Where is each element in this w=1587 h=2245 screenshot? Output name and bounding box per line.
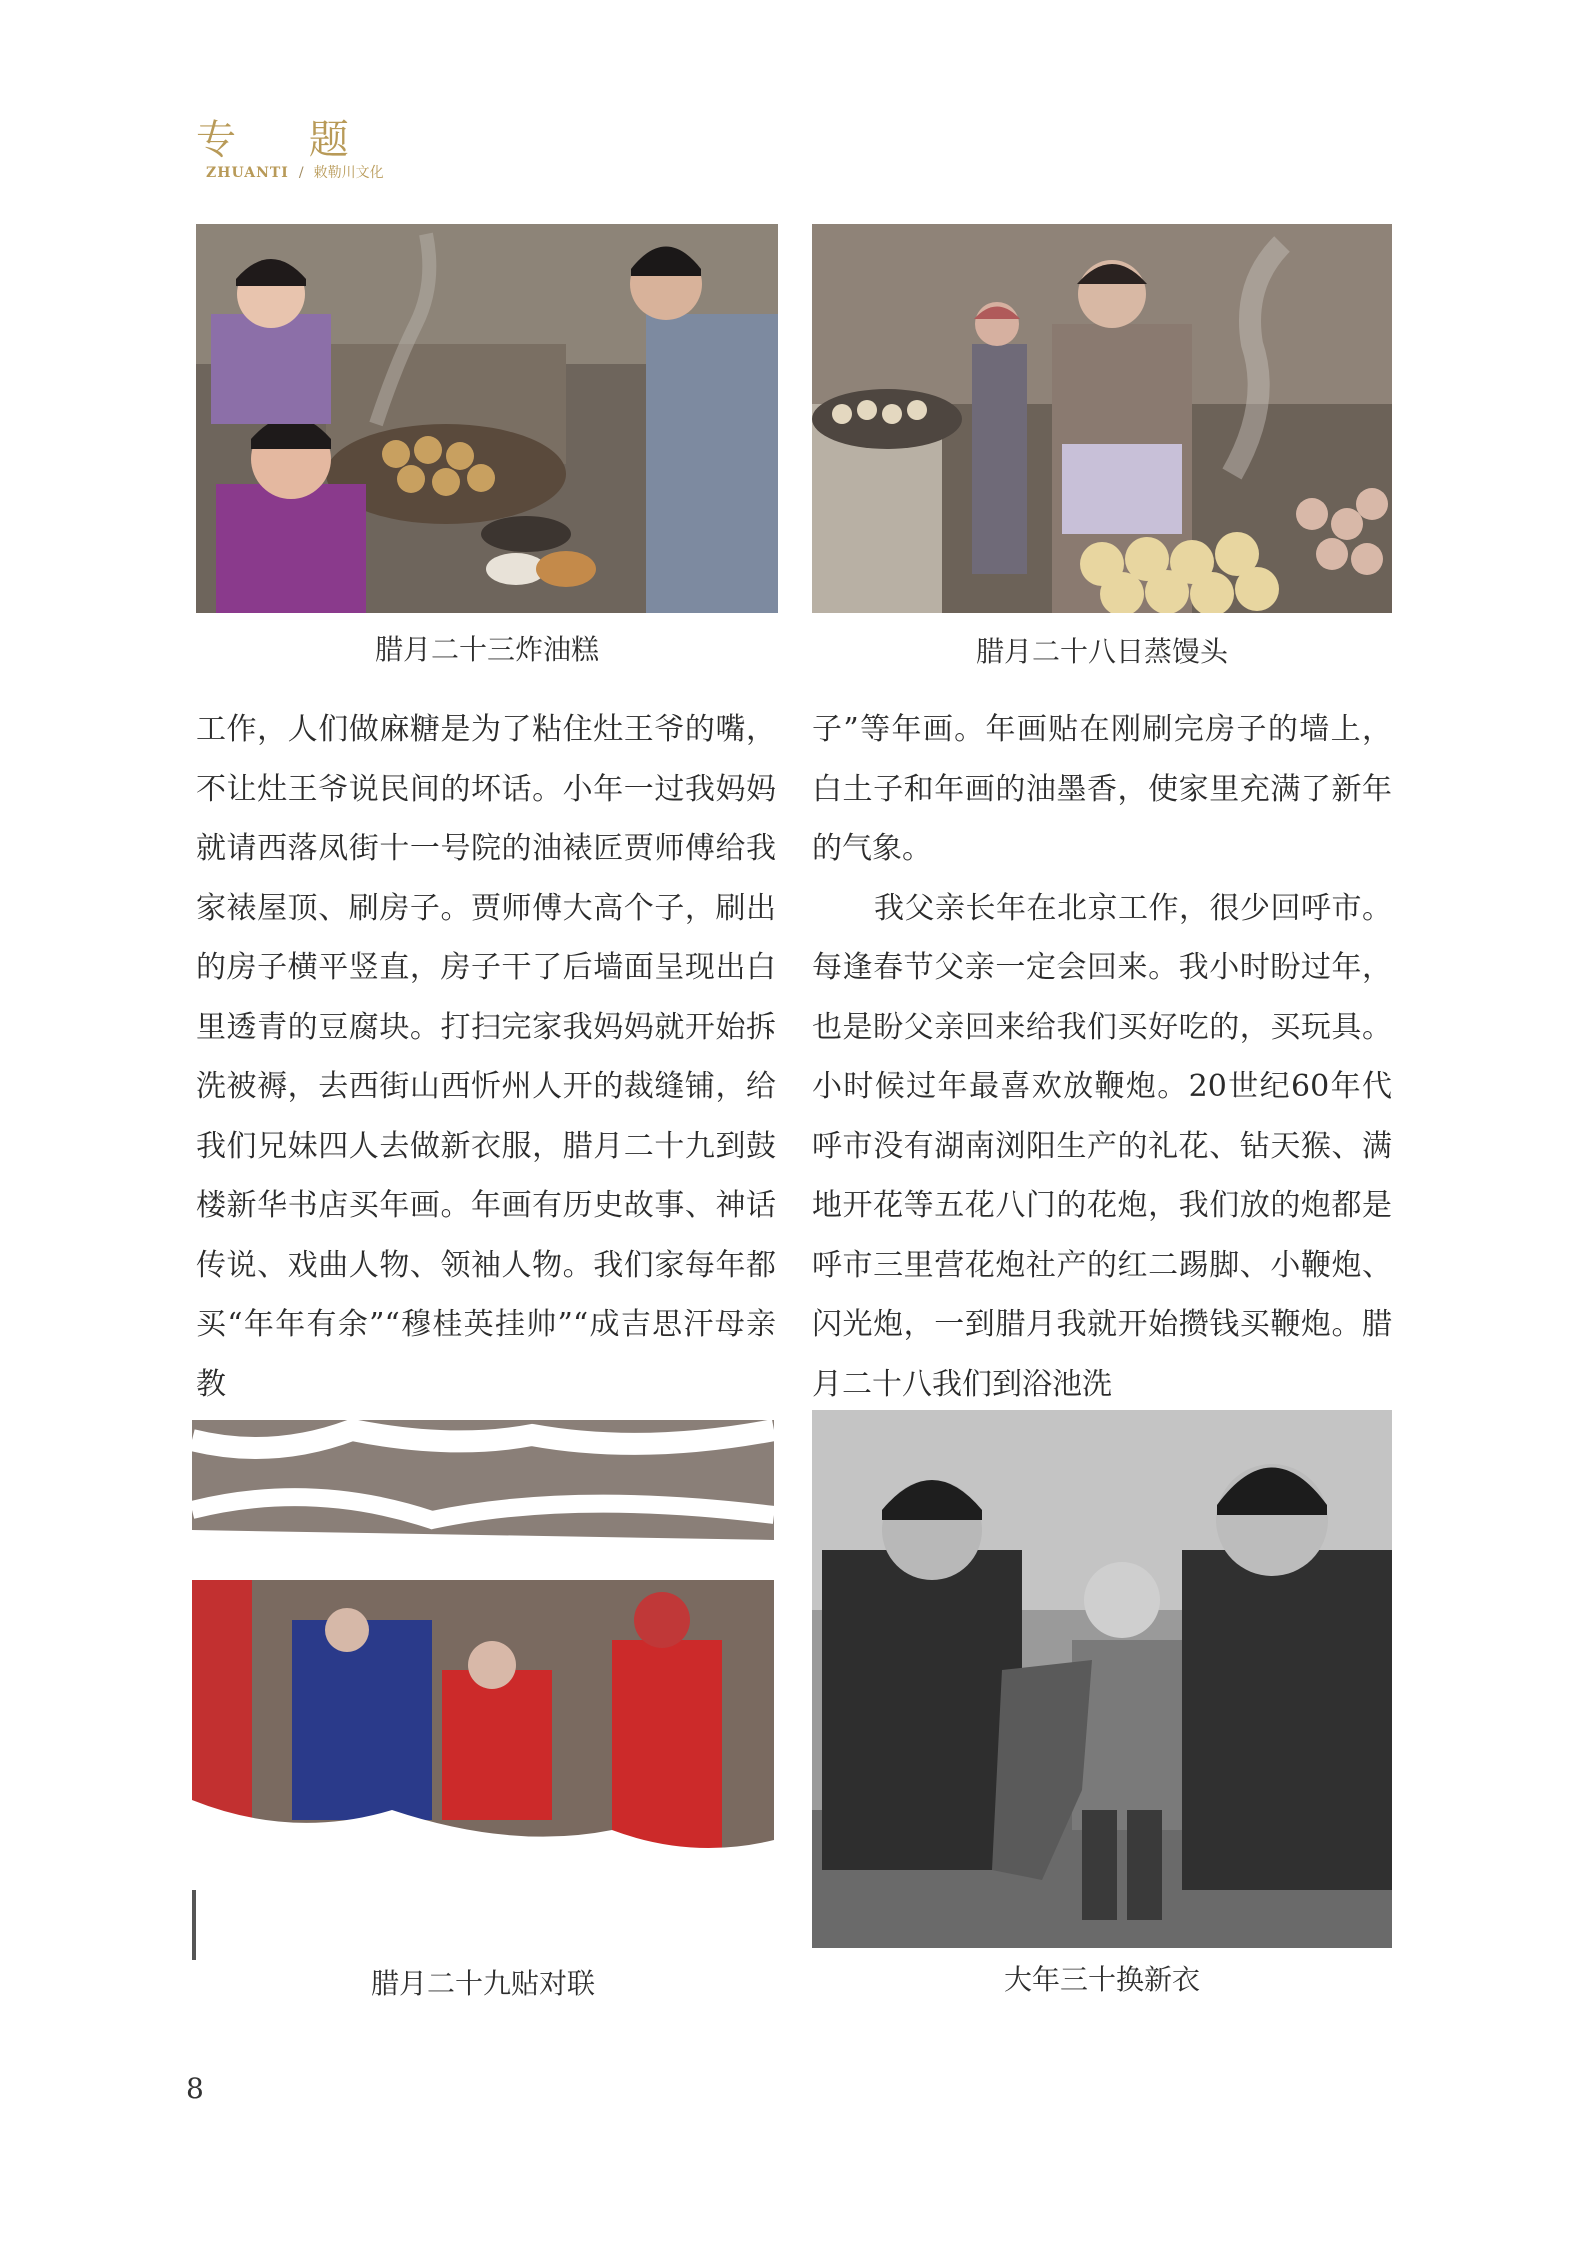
body-right-paragraph-1: 子”等年画。年画贴在刚刷完房子的墙上，白土子和年画的油墨香，使家里充满了新年的气象。 xyxy=(812,712,1392,866)
caption-bottom-right: 大年三十换新衣 xyxy=(1003,1963,1200,1996)
photo-steaming-buns xyxy=(812,224,1392,613)
photo-couplets-snow xyxy=(192,1420,774,1960)
caption-top-right: 腊月二十八日蒸馒头 xyxy=(975,635,1228,668)
section-subtitle-en: ZHUANTI xyxy=(206,165,289,181)
page-number: 8 xyxy=(186,2072,204,2105)
caption-bottom-left: 腊月二十九贴对联 xyxy=(370,1967,595,2000)
body-right-paragraph-2: 我父亲长年在北京工作，很少回呼市。每逢春节父亲一定会回来。我小时盼过年，也是盼父亲回来给我们买好吃的，买玩具。小时候过年最喜欢放鞭炮。20世纪60年代呼市没有湖南浏阳生产的礼花、钻天猴、满地开花等五花八门的花炮，我们放的炮都是呼市三里营花炮社产的红二踢脚、小鞭炮、闪光炮，一到腊月我就开始攒钱买鞭炮。腊月二十八我们到浴池洗 xyxy=(812,890,1392,1402)
section-subtitle-separator: / xyxy=(298,165,304,181)
body-left-paragraph: 工作，人们做麻糖是为了粘住灶王爷的嘴，不让灶王爷说民间的坏话。小年一过我妈妈就请西落凤街十一号院的油裱匠贾师傅给我家裱屋顶、刷房子。贾师傅大高个子，刷出的房子横平竖直，房子干了后墙面呈现出白里透青的豆腐块。打扫完家我妈妈就开始拆洗被褥，去西街山西忻州人开的裁缝铺，给我们兄妹四人去做新衣服，腊月二十九到鼓楼新华书店买年画。年画有历史故事、神话传说、戏曲人物、领袖人物。我们家每年都买“年年有余”“穆桂英挂帅”“成吉思汗母亲教 xyxy=(196,712,776,1402)
photo-frying-cakes xyxy=(196,224,778,613)
section-title: 专 题 xyxy=(196,117,379,163)
body-right-column xyxy=(812,700,1392,1414)
section-subtitle-cn: 敕勒川文化 xyxy=(313,165,384,181)
photo-new-clothes xyxy=(812,1410,1392,1948)
caption-top-left: 腊月二十三炸油糕 xyxy=(374,633,599,666)
section-subtitle xyxy=(206,162,384,182)
body-left-column xyxy=(196,700,776,1414)
